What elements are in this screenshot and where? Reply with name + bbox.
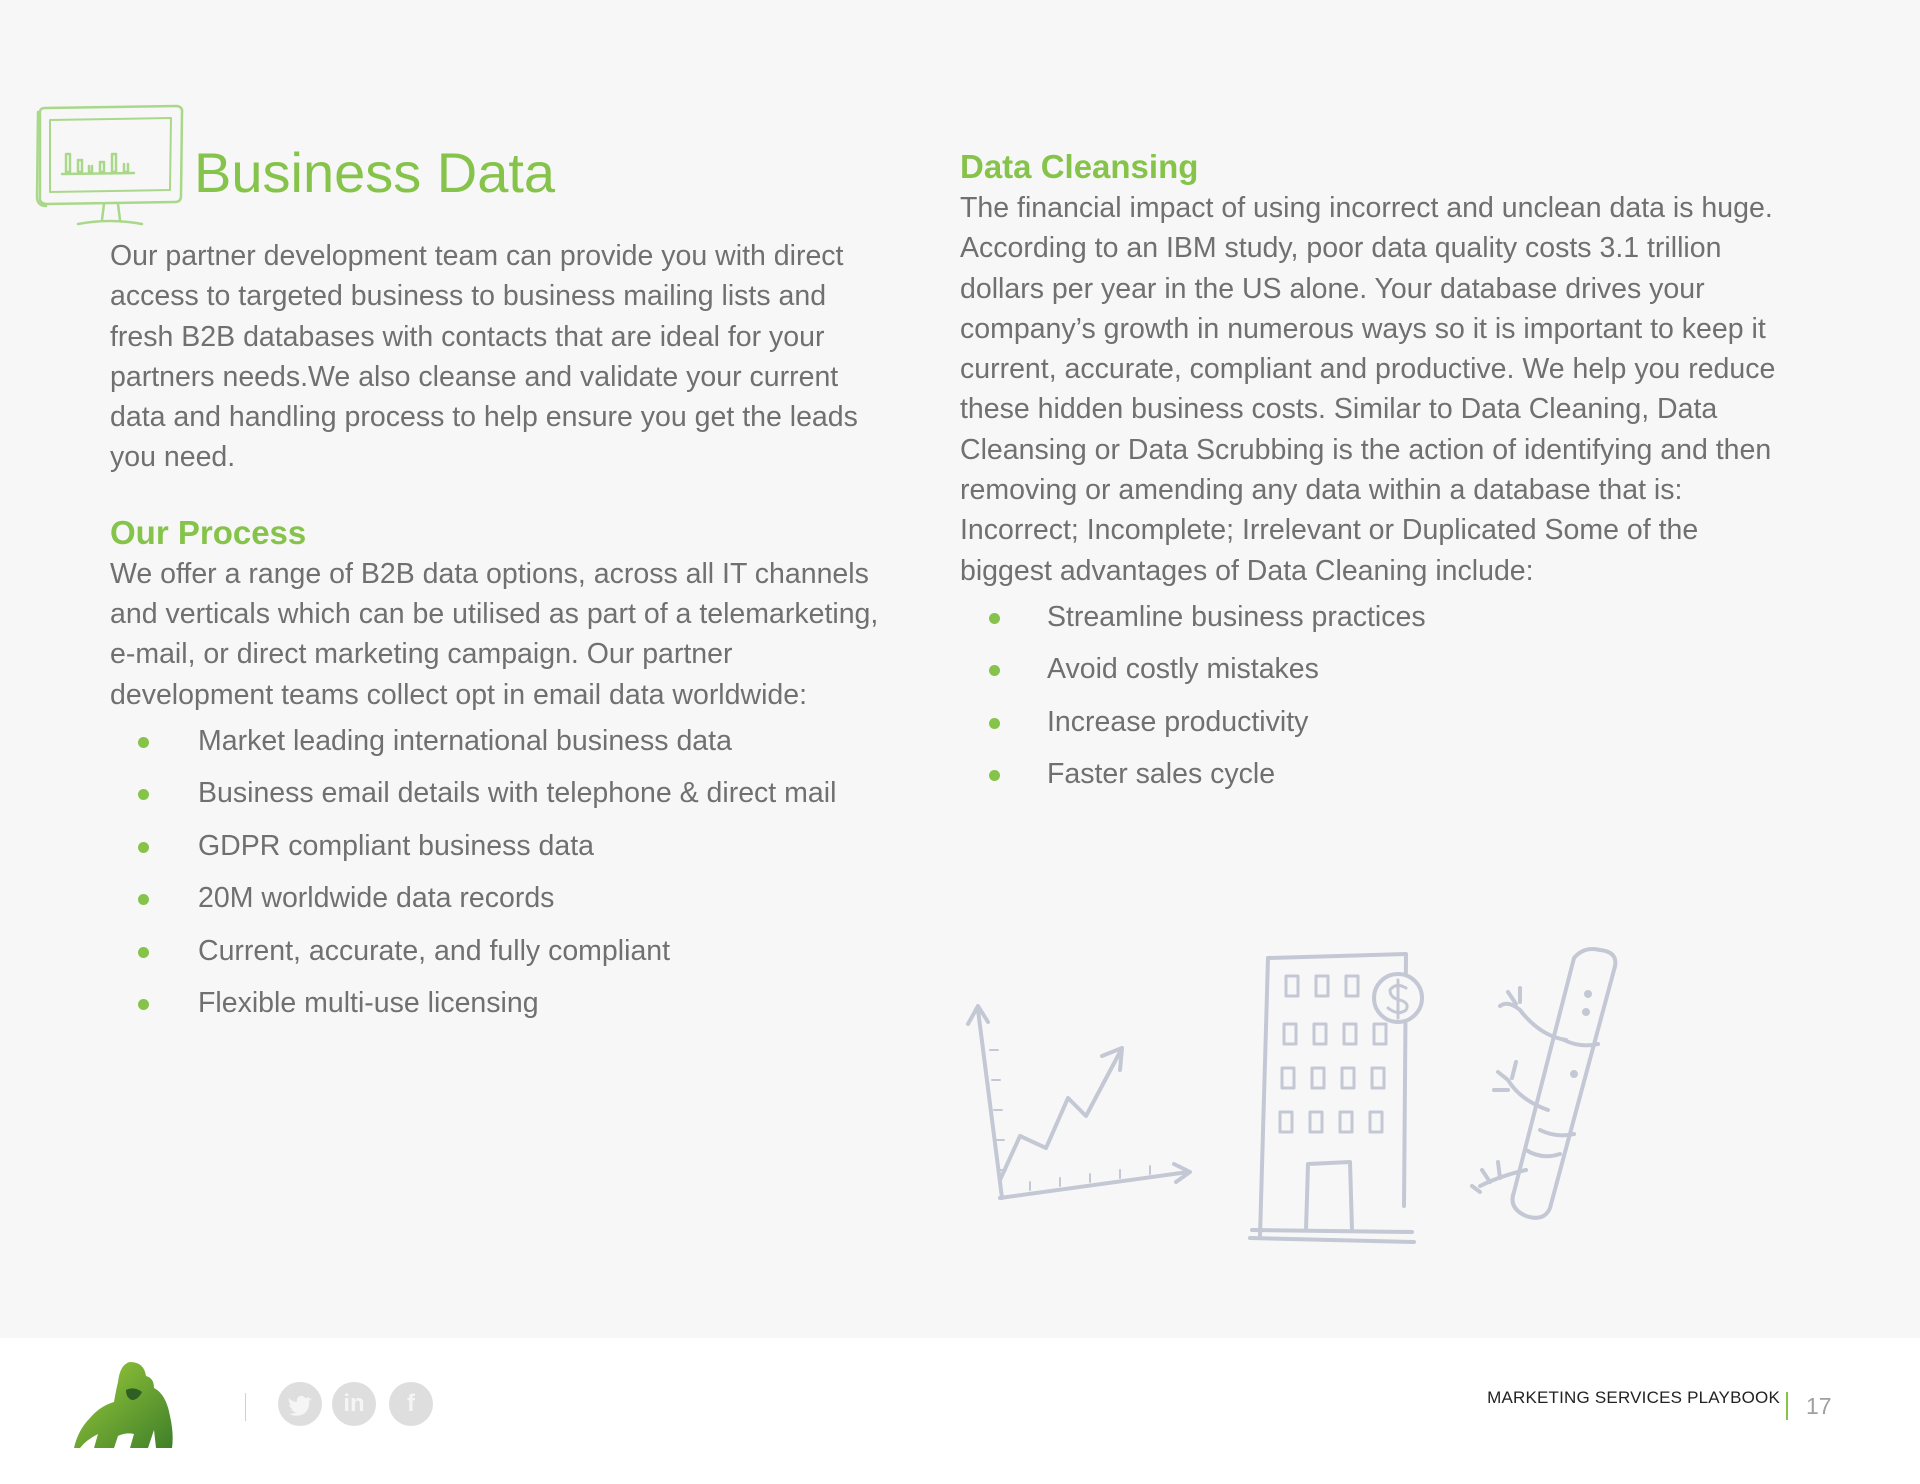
list-item-text: Business email details with telephone & direct mail <box>198 777 837 810</box>
list-item <box>110 872 880 925</box>
process-paragraph: We offer a range of B2B data options, across all IT channels and verticals which can be utilised as part of a telemarketing, e-mail, or direct marketing campaign. Our partner development teams collect opt in email data worldwide: <box>110 557 879 711</box>
facebook-button[interactable] <box>389 1382 433 1426</box>
illustrations <box>960 940 1680 1250</box>
list-item-text: Current, accurate, and fully compliant <box>198 934 671 967</box>
list-item <box>960 591 1790 644</box>
bullet-icon <box>138 999 149 1010</box>
cleansing-bullet-list <box>960 591 1790 801</box>
right-column <box>960 146 1790 801</box>
list-item-text: 20M worldwide data records <box>198 882 555 915</box>
list-item-text: Faster sales cycle <box>1047 758 1276 791</box>
left-column <box>110 236 880 1030</box>
building-dollar-icon <box>1250 954 1422 1242</box>
footer-divider <box>245 1393 246 1421</box>
list-item <box>960 748 1790 801</box>
bullet-icon <box>989 665 1000 676</box>
bandage-plant-icon <box>1472 949 1615 1218</box>
data-cleansing-paragraph: The financial impact of using incorrect and unclean data is huge. According to an IBM study, poor data quality costs 3.1 trillion dollars per year in the US alone. Your database drives your company’s growth in numerous ways so it is important to keep it current, accurate, compliant and productive. We help you reduce these hidden business costs. Similar to Data Cleaning, Data Cleansing or Data Scrubbing is the action of identifying and then removing or amending any data within a database that is: Incorrect; Incomplete; Irrelevant or Duplicated Some of the biggest advantages of Data Cleaning include: <box>960 192 1776 587</box>
bullet-icon <box>989 770 1000 781</box>
list-item-text: GDPR compliant business data <box>198 829 595 862</box>
monitor-chart-icon <box>34 102 186 232</box>
facebook-icon: f <box>407 1390 415 1417</box>
footer-accent-bar <box>1786 1392 1788 1420</box>
page-title: Business Data <box>194 141 556 204</box>
twitter-button[interactable] <box>278 1382 322 1426</box>
list-item-text: Streamline business practices <box>1047 600 1426 633</box>
list-item-text: Increase productivity <box>1047 705 1309 738</box>
list-item <box>960 696 1790 749</box>
list-item <box>110 925 880 978</box>
bullet-icon <box>138 737 149 748</box>
list-item-text: Avoid costly mistakes <box>1047 653 1319 686</box>
intro-paragraph: Our partner development team can provide you with direct access to targeted business to business mailing lists and fresh B2B databases with contacts that are ideal for your partners needs.We also cleanse and validate your current data and handling process to help ensure you get the leads you need. <box>110 240 858 474</box>
page-number: 17 <box>1806 1393 1832 1419</box>
bullet-icon <box>989 613 1000 624</box>
list-item <box>110 767 880 820</box>
bullet-icon <box>989 718 1000 729</box>
list-item-text: Market leading international business data <box>198 724 732 757</box>
data-cleansing-heading: Data Cleansing <box>960 148 1199 185</box>
bullet-icon <box>138 947 149 958</box>
list-item <box>110 977 880 1030</box>
list-item <box>110 820 880 873</box>
linkedin-icon: in <box>343 1390 365 1417</box>
footer-label: MARKETING SERVICES PLAYBOOK <box>1487 1388 1780 1407</box>
twitter-icon <box>278 1382 322 1426</box>
process-bullet-list <box>110 715 880 1030</box>
list-item-text: Flexible multi-use licensing <box>198 987 539 1020</box>
list-item <box>960 643 1790 696</box>
growth-chart-icon <box>968 1006 1190 1198</box>
bullet-icon <box>138 842 149 853</box>
process-heading: Our Process <box>110 513 307 551</box>
bullet-icon <box>138 894 149 905</box>
list-item <box>110 715 880 768</box>
gorilla-logo-icon <box>74 1360 176 1450</box>
bullet-icon <box>138 789 149 800</box>
linkedin-button[interactable] <box>332 1382 376 1426</box>
